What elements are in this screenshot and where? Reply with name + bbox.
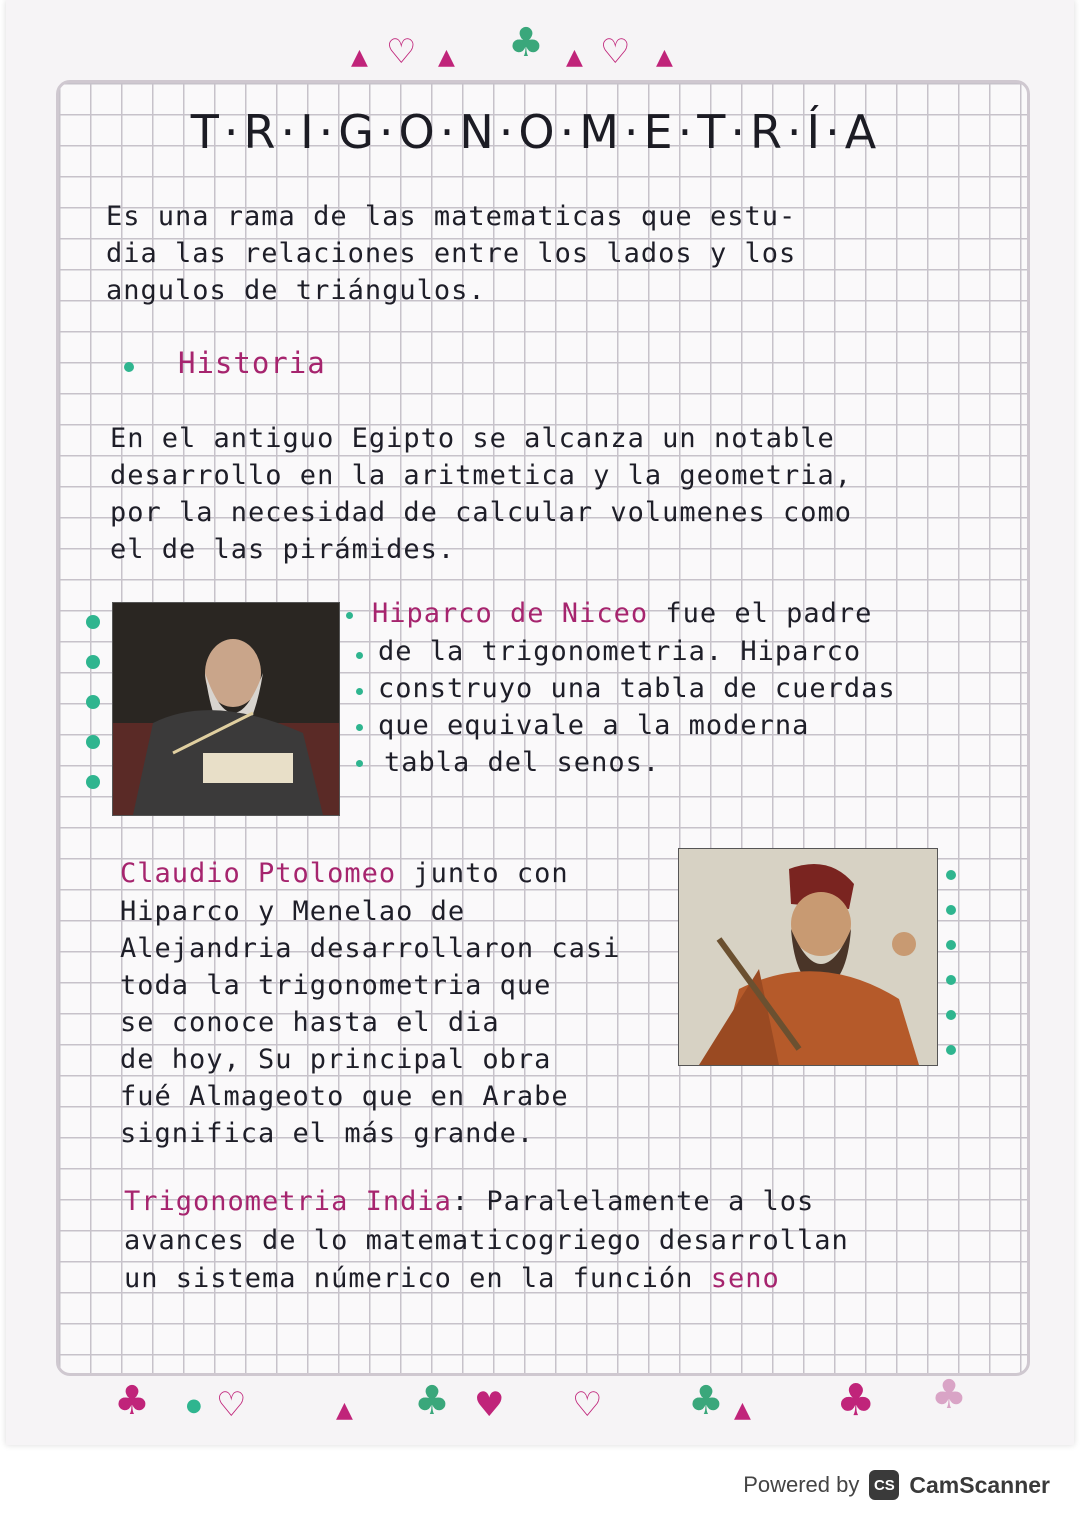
triangle-icon: ▲ [336,1398,353,1423]
heart-icon: ♡ [572,1385,603,1425]
egypt-line-4: el de las pirámides. [110,534,456,565]
decor-dot [86,775,100,789]
camscanner-watermark [743,1470,1050,1500]
ptolomeo-line-3: Alejandria desarrollaron casi [120,933,621,964]
text-bullet [356,760,363,767]
hiparco-line-5: tabla del senos. [384,747,661,778]
heart-icon: ♡ [386,32,417,72]
triangle-icon: ▲ [351,45,368,70]
hiparco-line-2: de la trigonometria. Hiparco [378,636,862,667]
india-line-3-a: un sistema númerico en la función [124,1263,694,1294]
intro-line-2: dia las relaciones entre los lados y los [106,238,797,269]
ptolomeo-line-5: se conoce hasta el dia [120,1007,500,1038]
triangle-icon: ▲ [656,45,673,70]
text-bullet [356,724,363,731]
text-bullet [346,612,353,619]
india-line-2: avances de lo matematicogriego desarrollan [124,1225,849,1256]
india-line-3-b: seno [710,1263,780,1294]
hiparco-line-4: que equivale a la moderna [378,710,810,741]
text-bullet [356,688,363,695]
ptolomeo-line-6: de hoy, Su principal obra [120,1044,552,1075]
decor-dot [86,735,100,749]
decor-dot [946,940,956,950]
cactus-icon: ♣ [836,1375,876,1426]
ptolomeo-line-7: fué Almageoto que en Arabe [120,1081,569,1112]
decor-dot [86,655,100,669]
hiparco-name: Hiparco de Niceo [372,598,649,629]
hiparco-line-3: construyo una tabla de cuerdas [378,673,896,704]
camscanner-brand: CamScanner [909,1471,1050,1498]
india-line-3 [124,1260,780,1297]
decor-dot [86,615,100,629]
intro-line-3: angulos de triángulos. [106,275,486,306]
egypt-line-1: En el antiguo Egipto se alcanza un notable [110,423,835,454]
ptolomeo-line-1-rest: junto con [413,858,569,889]
india-line-1-rest: : Paralelamente a los [451,1186,815,1217]
cactus-icon: ♣ [508,20,544,66]
hiparco-portrait [112,602,340,816]
cactus-icon: ♣ [414,1378,450,1424]
dot-icon: ● [186,1395,202,1416]
india-line-1 [124,1183,814,1220]
ptolomeo-line-8: significa el más grande. [120,1118,535,1149]
egypt-line-2: desarrollo en la aritmetica y la geometria, [110,460,852,491]
decor-dot [946,1045,956,1055]
hiparco-line-1-rest: fue el padre [665,598,873,629]
notebook-page [6,0,1074,1445]
decor-dot [946,975,956,985]
section-bullet [124,362,134,372]
heart-icon: ♡ [600,32,631,72]
triangle-icon: ▲ [734,1398,751,1423]
section-heading: Historia [178,346,326,380]
ptolomeo-portrait [678,848,938,1066]
cactus-icon: ♣ [688,1378,724,1424]
decor-dot [946,905,956,915]
text-bullet [356,652,363,659]
triangle-icon: ▲ [438,45,455,70]
ptolomeo-line-2: Hiparco y Menelao de [120,896,466,927]
intro-line-1: Es una rama de las matematicas que estu- [106,201,797,232]
triangle-icon: ▲ [566,45,583,70]
powered-by-label: Powered by [743,1472,860,1497]
ptolomeo-name: Claudio Ptolomeo [120,858,397,889]
ptolomeo-line-4: toda la trigonometria que [120,970,552,1001]
camscanner-logo-icon: CS [869,1470,899,1500]
cactus-icon: ♣ [931,1372,967,1418]
heart-icon: ♡ [216,1385,247,1425]
india-heading: Trigonometria India [124,1186,452,1217]
cactus-icon: ♣ [114,1378,150,1424]
heart-icon: ♥ [474,1385,505,1425]
egypt-line-3: por la necesidad de calcular volumenes como [110,497,852,528]
hiparco-line-1 [372,595,872,632]
decor-dot [946,870,956,880]
ptolomeo-line-1 [120,856,569,892]
decor-dot [946,1010,956,1020]
page-title: T·R·I·G·O·N·O·M·E·T·R·Í·A [190,105,882,159]
decor-dot [86,695,100,709]
